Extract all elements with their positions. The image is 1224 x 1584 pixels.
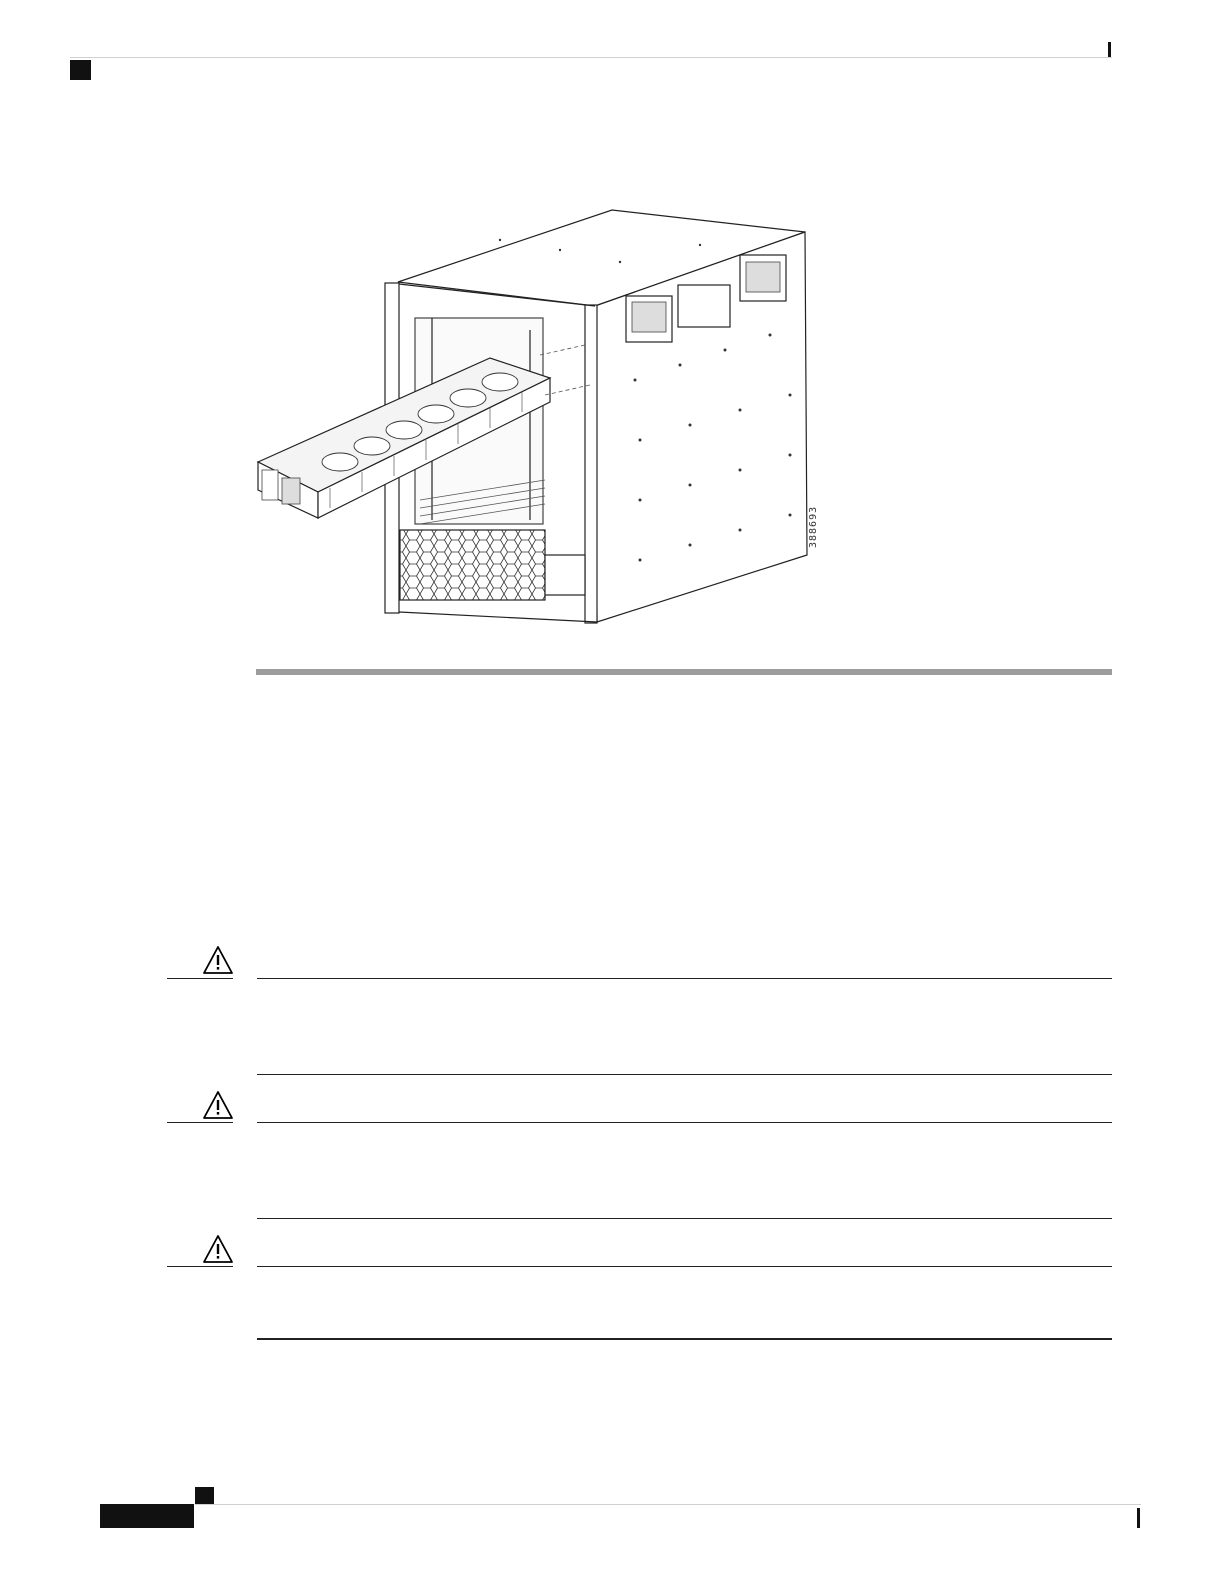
chassis-fan-tray-illustration [255,205,845,633]
air-filter-grill [400,530,545,600]
caution-triangle-icon [202,1090,234,1120]
footer-marker [195,1487,214,1504]
figure-id: 388693 [808,505,819,548]
footer-tick [1137,1508,1140,1528]
caution-2-rule-top [257,1122,1112,1123]
caution-2-rule-short [167,1122,233,1123]
caution-1-rule-bottom [257,1074,1112,1075]
caution-3-rule-short [167,1266,233,1267]
caution-1-rule-top [257,978,1112,979]
footer-rule [195,1504,1141,1505]
caution-triangle-icon [202,1234,234,1264]
right-rack-rail [585,305,597,623]
caution-2-rule-bottom [257,1218,1112,1219]
caution-3-rule-bottom [257,1338,1112,1340]
header-rule [70,57,1112,58]
figure-separator [256,669,1112,675]
caution-triangle-icon [202,945,234,975]
header-marker [70,60,91,80]
caution-3-rule-top [257,1266,1112,1267]
footer-page-tab [100,1504,194,1528]
caution-1-rule-short [167,978,233,979]
header-tick [1108,42,1111,57]
